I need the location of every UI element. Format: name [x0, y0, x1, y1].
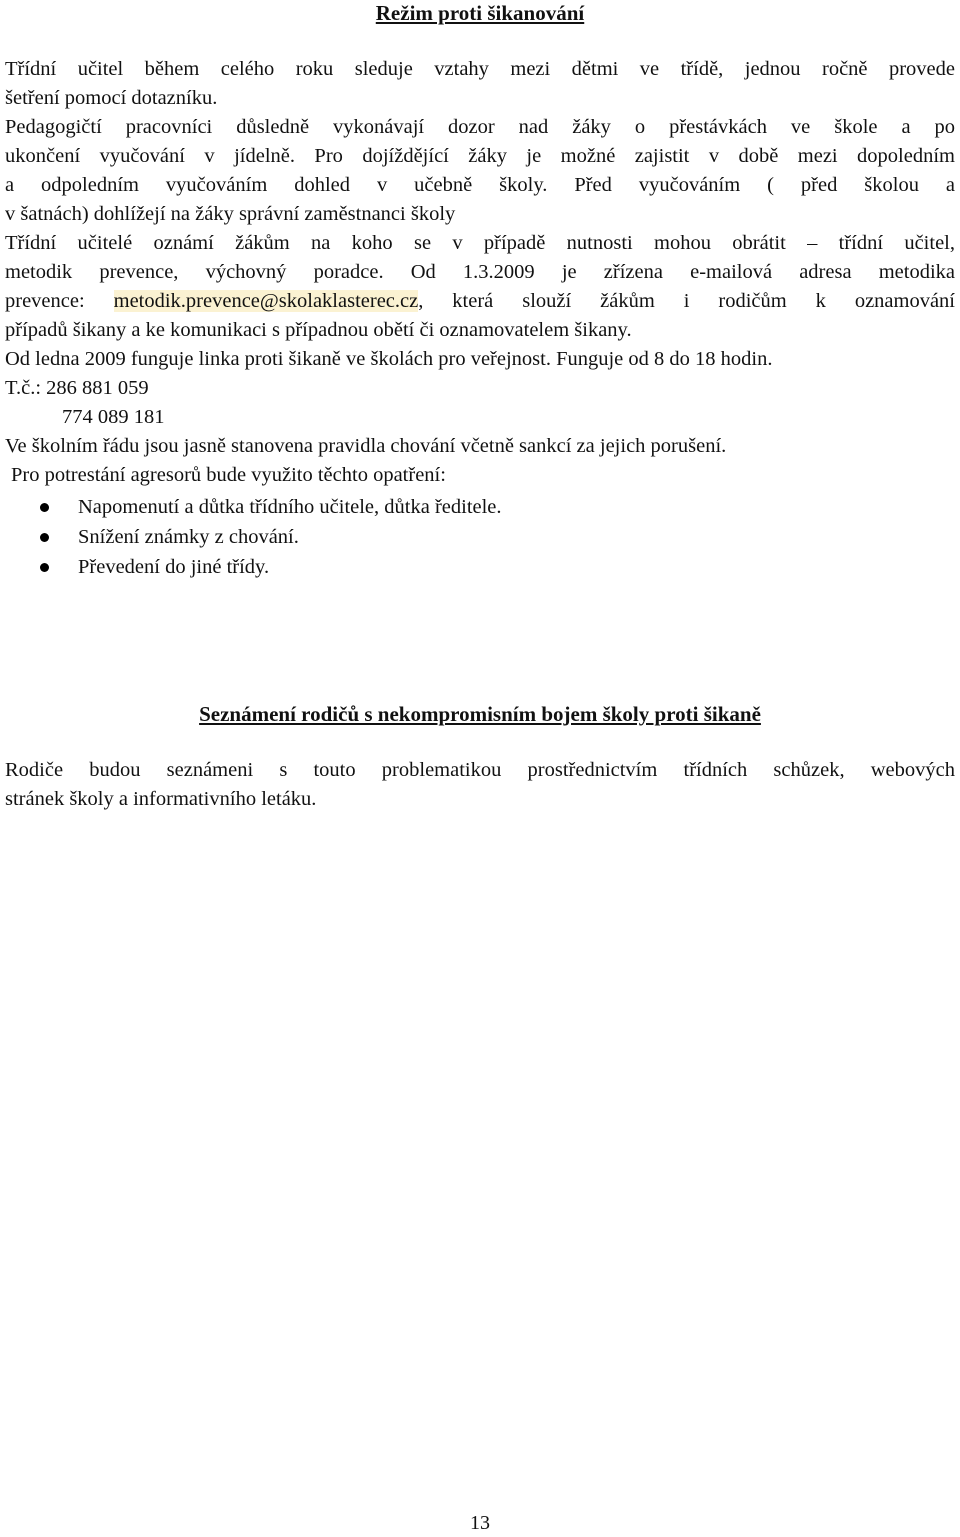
email-paragraph-line: [5, 289, 955, 313]
paragraph-line: šetření pomocí dotazníku.: [5, 87, 218, 109]
email-prefix: prevence:: [5, 290, 114, 312]
paragraph-line: Od ledna 2009 funguje linka proti šikaně ve školách pro veřejnost. Funguje od 8 do 18 hodin.: [5, 348, 773, 370]
paragraph-line: Třídní učitelé oznámí žákům na koho se v případě nutnosti mohou obrátit – třídní učitel,: [5, 232, 955, 254]
paragraph-line: Pro potrestání agresorů bude využito těchto opatření:: [11, 464, 446, 486]
paragraph-line: Ve školním řádu jsou jasně stanovena pravidla chování včetně sankcí za jejich porušení.: [5, 435, 727, 457]
paragraph-line: stránek školy a informativního letáku.: [5, 788, 317, 810]
bullet-icon: [40, 563, 49, 572]
page-number: 13: [470, 1512, 490, 1534]
paragraph-line: ukončení vyučování v jídelně. Pro dojíždějící žáky je možné zajistit v době mezi dopoledním: [5, 145, 955, 167]
bullet-icon: [40, 533, 49, 542]
email-suffix: , která slouží žákům i rodičům k oznamování: [418, 290, 956, 312]
paragraph-line: a odpoledním vyučováním dohled v učebně školy. Před vyučováním ( před školou a: [5, 174, 955, 196]
paragraph-line: v šatnách) dohlížejí na žáky správní zaměstnanci školy: [5, 203, 456, 225]
paragraph-line: Rodiče budou seznámeni s touto problematikou prostřednictvím třídních schůzek, webových: [5, 759, 955, 781]
email-link[interactable]: metodik.prevence@skolaklasterec.cz: [113, 290, 419, 312]
phone-line: 774 089 181: [62, 406, 165, 428]
section-title-bullying-regime: Režim proti šikanování: [375, 1, 585, 25]
paragraph-line: Pedagogičtí pracovníci důsledně vykonávají dozor nad žáky o přestávkách ve škole a po: [5, 116, 955, 138]
paragraph-line: případů šikany a ke komunikaci s případnou obětí či oznamovatelem šikany.: [5, 319, 632, 341]
section-title-parents: Seznámení rodičů s nekompromisním bojem školy proti šikaně: [199, 702, 761, 726]
list-item: Převedení do jiné třídy.: [78, 556, 270, 578]
list-item: Napomenutí a důtka třídního učitele, důtka ředitele.: [78, 496, 502, 518]
paragraph-line: metodik prevence, výchovný poradce. Od 1.3.2009 je zřízena e-mailová adresa metodika: [5, 261, 955, 283]
phone-line: T.č.: 286 881 059: [5, 377, 149, 399]
list-item: Snížení známky z chování.: [78, 526, 299, 548]
bullet-icon: [40, 503, 49, 512]
paragraph-line: Třídní učitel během celého roku sleduje vztahy mezi dětmi ve třídě, jednou ročně provede: [5, 58, 955, 80]
